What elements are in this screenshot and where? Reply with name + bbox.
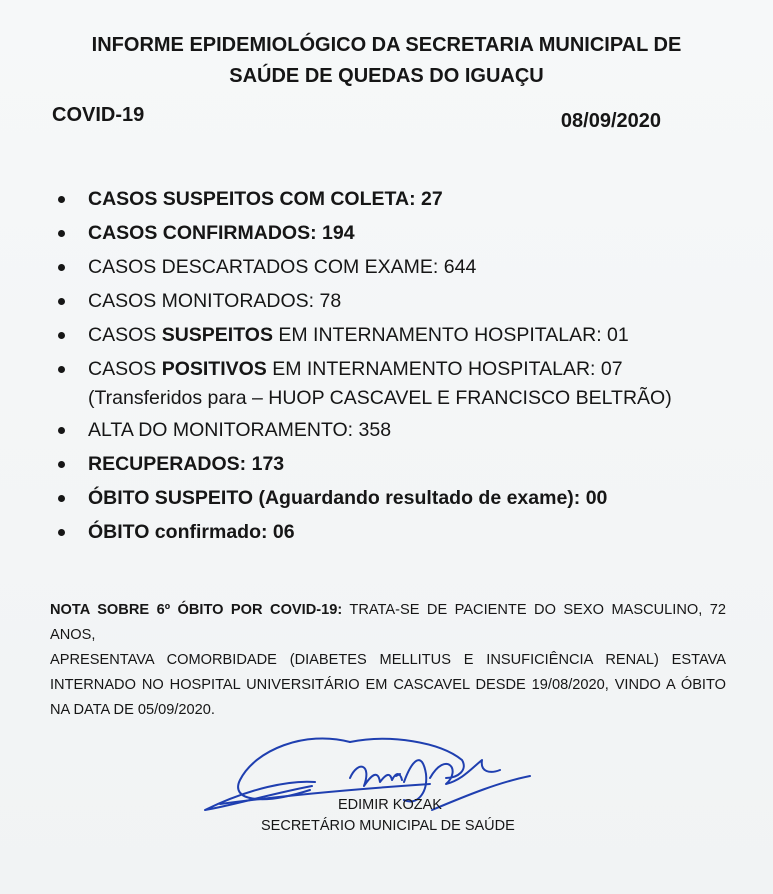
item-text: CASOS MONITORADOS: 78 (88, 290, 342, 312)
note-line-1 (50, 598, 726, 648)
note-line-3: INTERNADO NO HOSPITAL UNIVERSITÁRIO EM CASCAVEL DESDE 19/08/2020, VINDO A ÓBITO (50, 677, 726, 693)
item-text-pre: CASOS (88, 358, 162, 380)
list-item-suspeitos-coleta (56, 182, 756, 216)
item-text: ALTA DO MONITORAMENTO: 358 (88, 419, 392, 441)
note-text-1: TRATA-SE DE PACIENTE DO SEXO MASCULINO, 72 ANOS, (50, 602, 726, 643)
signatory-name: EDIMIR KOZAK (338, 797, 442, 813)
bullet-icon (58, 230, 65, 237)
note-line-4: NA DATA DE 05/09/2020. (50, 702, 215, 718)
list-item-alta (56, 413, 756, 447)
bullet-icon (58, 298, 65, 305)
covid-label: COVID-19 (52, 104, 145, 126)
document-title (40, 30, 733, 92)
item-text-pre: CASOS (88, 324, 162, 346)
list-item-positivos-internamento (56, 352, 756, 413)
handwritten-signature (200, 720, 540, 830)
list-item-monitorados (56, 284, 756, 318)
item-text: RECUPERADOS: 173 (88, 453, 285, 475)
bullet-icon (58, 366, 65, 373)
bullet-icon (58, 196, 65, 203)
bullet-icon (58, 461, 65, 468)
item-text-bold: SUSPEITOS (161, 324, 273, 346)
item-text: ÓBITO confirmado: 06 (88, 521, 295, 543)
bullet-icon (58, 529, 65, 536)
list-item-suspeitos-internamento (56, 318, 756, 352)
note-label: NOTA SOBRE 6º ÓBITO POR COVID-19: (50, 602, 343, 618)
report-date: 08/09/2020 (560, 110, 661, 132)
death-note (50, 598, 726, 723)
title-line-2: SAÚDE DE QUEDAS DO IGUAÇU (229, 65, 544, 87)
item-text: ÓBITO SUSPEITO (Aguardando resultado de exame): 00 (88, 487, 608, 509)
item-text-post: EM INTERNAMENTO HOSPITALAR: 01 (272, 324, 629, 346)
list-item-obito-suspeito (56, 481, 756, 515)
signature-text: Edimir Kozak (200, 720, 206, 721)
item-text: CASOS DESCARTADOS COM EXAME: 644 (88, 256, 477, 278)
list-item-recuperados (56, 447, 756, 481)
item-text: CASOS CONFIRMADOS: 194 (88, 222, 355, 244)
bullet-icon (58, 427, 65, 434)
item-text: CASOS SUSPEITOS COM COLETA: 27 (88, 188, 443, 210)
case-list (56, 182, 756, 549)
list-item-obito-confirmado (56, 515, 756, 549)
note-line-2: APRESENTAVA COMORBIDADE (DIABETES MELLITUS E INSUFICIÊNCIA RENAL) ESTAVA (50, 652, 726, 668)
item-subtext: (Transferidos para – HUOP CASCAVEL E FRANCISCO BELTRÃO) (88, 387, 672, 409)
signatory-role: SECRETÁRIO MUNICIPAL DE SAÚDE (261, 818, 515, 834)
title-line-1: INFORME EPIDEMIOLÓGICO DA SECRETARIA MUNICIPAL DE (91, 34, 682, 56)
item-text-post: EM INTERNAMENTO HOSPITALAR: 07 (266, 358, 623, 380)
list-item-confirmados (56, 216, 756, 250)
bullet-icon (58, 264, 65, 271)
bullet-icon (58, 495, 65, 502)
item-text-bold: POSITIVOS (161, 358, 267, 380)
list-item-descartados (56, 250, 756, 284)
bullet-icon (58, 332, 65, 339)
